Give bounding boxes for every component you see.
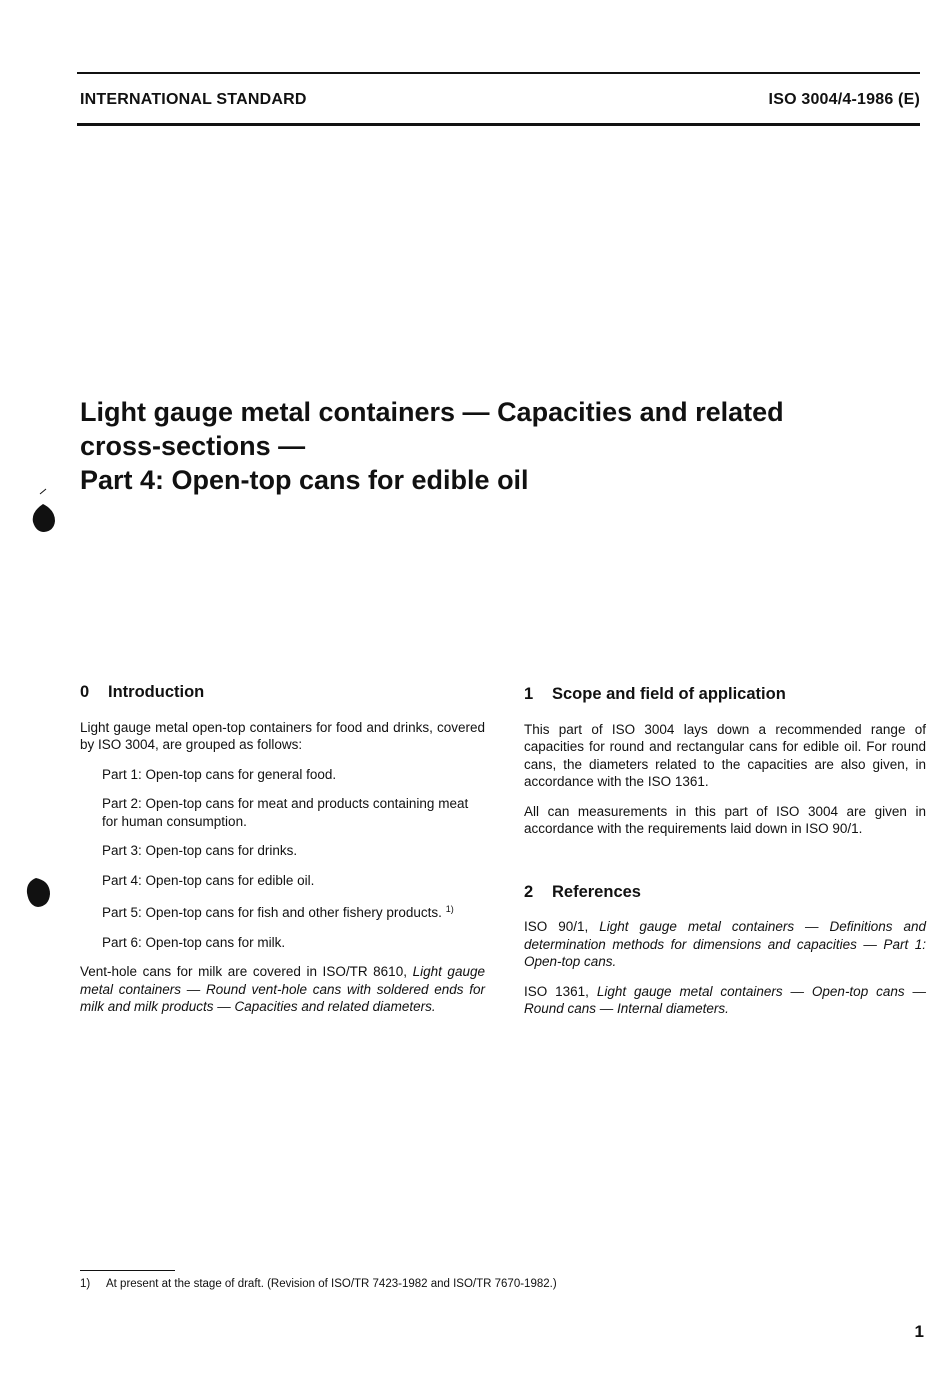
part-5-text: Part 5: Open-top cans for fish and other fishery products.	[102, 905, 442, 920]
part-list-item: Part 1: Open-top cans for general food.	[102, 766, 337, 782]
part-list-item: Part 6: Open-top cans for milk.	[102, 934, 286, 950]
vent-hole-paragraph	[80, 963, 485, 1016]
header-standard-number: ISO 3004/4-1986 (E)	[768, 91, 920, 108]
scope-paragraph-2: All can measurements in this part of ISO 3004 are given in accordance with the requirements laid down in ISO 90/1.	[524, 803, 926, 836]
reference-item-iso-1361	[524, 983, 926, 1018]
references-number: 2	[524, 882, 534, 901]
vent-hole-title-italic: Light gauge metal containers — Round vent-hole cans with soldered ends for milk and milk products — Capacities and related diameters.	[80, 964, 485, 1014]
footnote-number: 1)	[80, 1278, 91, 1290]
reference-1-code: ISO 90/1,	[524, 919, 589, 934]
scope-paragraph-1: This part of ISO 3004 lays down a recommended range of capacities for round and rectangular cans for edible oil. For round cans, the diameters related to the capacities are also given, in accordance with the ISO 1361.	[524, 721, 926, 789]
margin-drop-mark-icon	[28, 486, 58, 536]
header-bottom-rule	[77, 123, 920, 126]
title-line-3: Part 4: Open-top cans for edible oil	[80, 465, 529, 495]
introduction-title: Introduction	[108, 683, 205, 701]
part-list-item: Part 3: Open-top cans for drinks.	[102, 843, 298, 858]
references-title: References	[552, 882, 641, 901]
footnote	[80, 1278, 557, 1290]
part-list-item	[102, 901, 485, 922]
left-column	[80, 684, 485, 1028]
introduction-heading	[80, 684, 485, 702]
introduction-paragraph: Light gauge metal open-top containers for food and drinks, covered by ISO 3004, are grouped as follows:	[80, 719, 485, 752]
footnote-reference: 1)	[445, 904, 454, 914]
scope-title: Scope and field of application	[552, 685, 786, 703]
footnote-rule	[80, 1270, 175, 1271]
references-heading	[524, 884, 926, 902]
document-title	[80, 395, 920, 497]
vent-hole-plain: Vent-hole cans for milk are covered in ISO/TR 8610,	[80, 964, 407, 979]
reference-2-title: Light gauge metal containers — Open-top cans — Round cans — Internal diameters.	[524, 983, 926, 1016]
reference-2-code: ISO 1361,	[524, 983, 589, 999]
title-line-1: Light gauge metal containers — Capacities and related	[80, 397, 784, 427]
header-top-rule	[77, 72, 920, 74]
part-list-item: Part 4: Open-top cans for edible oil.	[102, 872, 315, 888]
reference-1-title: Light gauge metal containers — Definitions and determination methods for dimensions and capacities — Part 1: Open-top cans.	[524, 919, 926, 969]
title-line-2: cross-sections —	[80, 431, 306, 461]
introduction-number: 0	[80, 683, 90, 701]
margin-dot-mark-icon	[24, 876, 52, 910]
footnote-text: At present at the stage of draft. (Revision of ISO/TR 7423-1982 and ISO/TR 7670-1982.)	[106, 1278, 557, 1290]
reference-item-iso-90-1	[524, 918, 926, 971]
header-document-type: INTERNATIONAL STANDARD	[80, 91, 307, 108]
part-list-item: Part 2: Open-top cans for meat and products containing meat for human consumption.	[102, 796, 469, 829]
scope-number: 1	[524, 685, 534, 703]
page-number: 1	[914, 1322, 924, 1341]
right-column	[524, 686, 926, 1030]
scope-heading	[524, 686, 926, 704]
